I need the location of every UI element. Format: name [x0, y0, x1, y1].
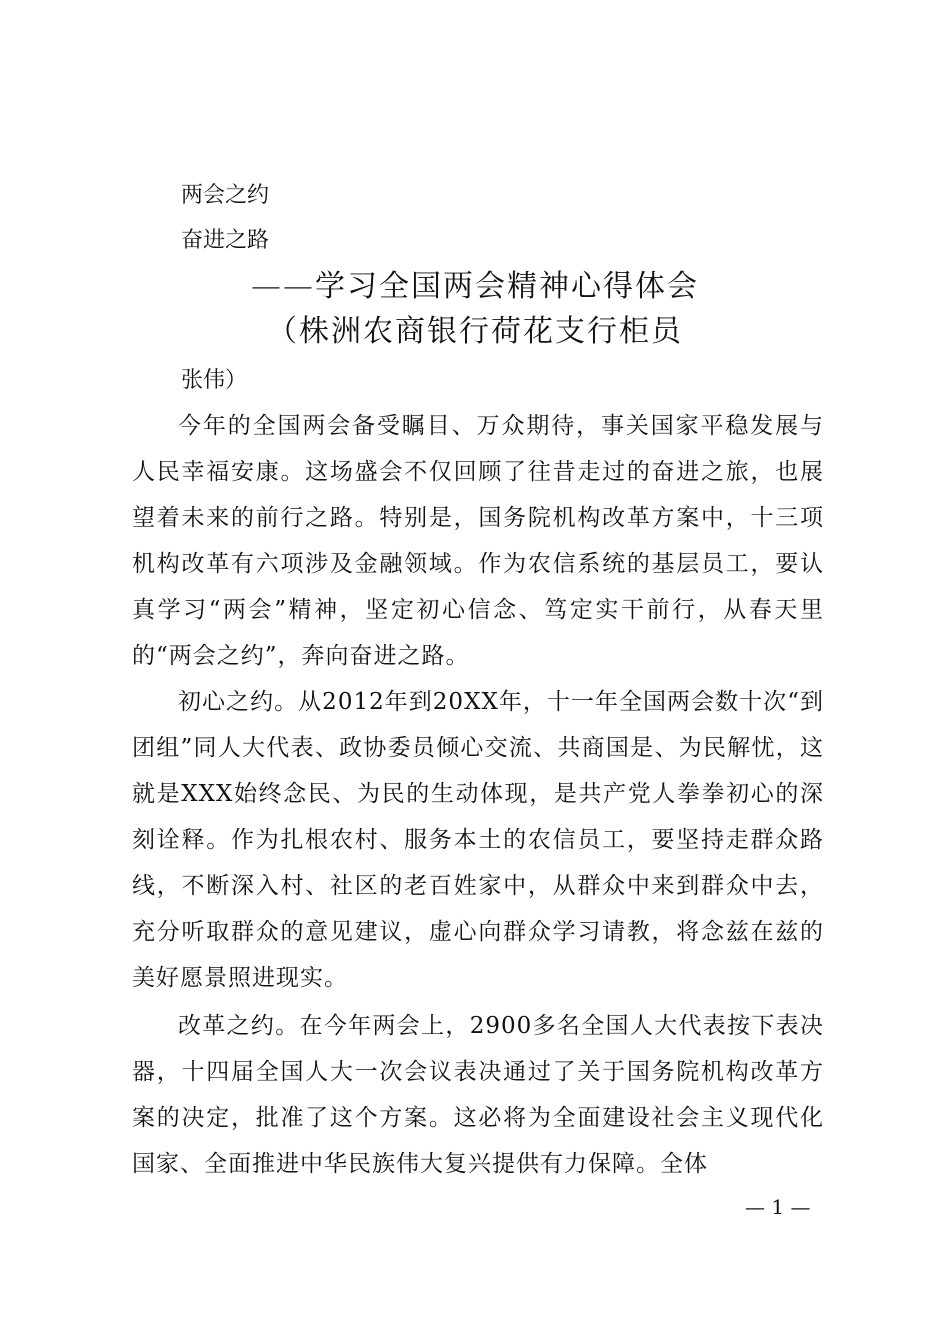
title-line-1: ——学习全国两会精神心得体会 [251, 269, 699, 304]
title-line-2: （株洲农商银行荷花支行柜员 [267, 314, 683, 349]
page-number: — 1 — [745, 1195, 811, 1219]
header-line-1: 两会之约 [181, 183, 270, 208]
body-paragraph-1: 今年的全国两会备受瞩目、万众期待，事关国家平稳发展与人民幸福安康。这场盛会不仅回顾了往昔走过的奋进之旅，也展望着未来的前行之路。特别是，国务院机构改革方案中，十三项机构改革有六项涉及金融领域。作为农信系统的基层员工，要认真学习“两会”精神，坚定初心信念、笃定实干前行，从春天里的“两会之约”，奔向奋进之路。 [132, 413, 824, 669]
body-paragraph-3: 改革之约。在今年两会上，2900多名全国人大代表按下表决器，十四届全国人大一次会议表决通过了关于国务院机构改革方案的决定，批准了这个方案。这必将为全面建设社会主义现代化国家、全面推进中华民族伟大复兴提供有力保障。全体 [132, 1013, 824, 1177]
author-line: 张伟） [181, 368, 248, 393]
body-paragraph-2: 初心之约。从2012年到20XX年，十一年全国两会数十次“到团组”同人大代表、政协委员倾心交流、共商国是、为民解忧，这就是XXX始终念民、为民的生动体现，是共产党人拳拳初心的深刻诠释。作为扎根农村、服务本土的农信员工，要坚持走群众路线，不断深入村、社区的老百姓家中，从群众中来到群众中去，充分听取群众的意见建议，虚心向群众学习请教，将念兹在兹的美好愿景照进现实。 [132, 689, 824, 991]
header-line-2: 奋进之路 [181, 228, 270, 253]
